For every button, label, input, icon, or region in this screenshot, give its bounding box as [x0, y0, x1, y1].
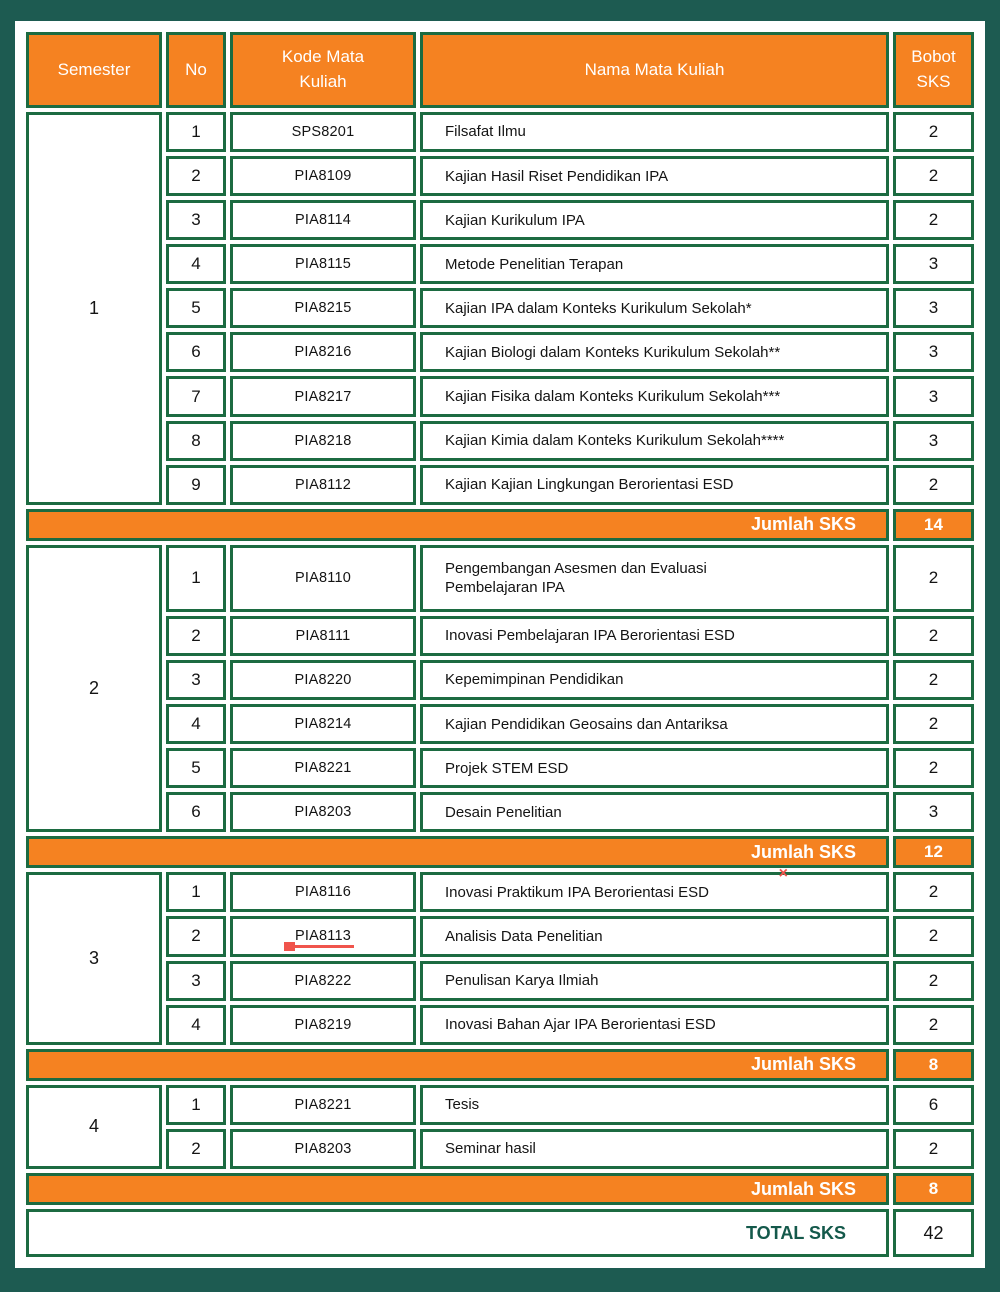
course-name-cell [420, 545, 889, 612]
jumlah-sks-row-semester-2 [26, 836, 974, 868]
course-code-cell [230, 465, 416, 505]
semester-2-course-row [26, 704, 974, 744]
course-code: PIA8113 [295, 928, 351, 945]
semester-1-course-row [26, 200, 974, 240]
course-name-cell [420, 916, 889, 956]
jumlah-sks-label: Jumlah SKS [26, 509, 889, 541]
course-sks: 3 [893, 332, 974, 372]
semester-1-label: 1 [26, 112, 162, 505]
semester-3-course-row [26, 961, 974, 1001]
course-code: PIA8112 [295, 476, 351, 493]
course-no: 6 [166, 792, 226, 832]
course-no: 6 [166, 332, 226, 372]
course-code-cell [230, 1005, 416, 1045]
course-code: PIA8219 [294, 1016, 352, 1033]
course-sks: 2 [893, 465, 974, 505]
jumlah-sks-value: 8 [893, 1049, 974, 1081]
semester-2-course-row [26, 748, 974, 788]
course-no: 2 [166, 156, 226, 196]
course-no: 2 [166, 1129, 226, 1169]
semester-2-label: 2 [26, 545, 162, 833]
course-sks: 3 [893, 288, 974, 328]
course-name-cell [420, 156, 889, 196]
course-name-cell [420, 332, 889, 372]
course-name-cell [420, 961, 889, 1001]
course-sks: 2 [893, 200, 974, 240]
semester-2-course-row [26, 545, 974, 612]
course-no: 4 [166, 1005, 226, 1045]
course-name: Kajian Kurikulum IPA [445, 211, 585, 229]
course-name-cell [420, 465, 889, 505]
course-no: 5 [166, 748, 226, 788]
semester-1-course-row [26, 244, 974, 284]
course-name: Seminar hasil [445, 1140, 536, 1158]
course-name: Inovasi Praktikum IPA Berorientasi ESD [445, 883, 709, 901]
course-name-cell [420, 748, 889, 788]
course-name-cell [420, 616, 889, 656]
course-code-cell [230, 748, 416, 788]
course-code-cell [230, 288, 416, 328]
course-code: PIA8221 [294, 1096, 352, 1113]
course-name: Kajian Biologi dalam Konteks Kurikulum Sekolah** [445, 343, 781, 361]
course-name-cell [420, 660, 889, 700]
course-code-cell [230, 1129, 416, 1169]
course-name-cell [420, 421, 889, 461]
course-name-cell [420, 865, 889, 912]
course-code-cell [230, 244, 416, 284]
course-name: Penulisan Karya Ilmiah [445, 971, 599, 989]
semester-1-course-row [26, 288, 974, 328]
course-code-cell [230, 545, 416, 612]
total-sks-value: 42 [893, 1209, 974, 1257]
course-code-cell [230, 112, 416, 152]
jumlah-sks-value: 14 [893, 509, 974, 541]
header-semester-label: Semester [57, 59, 131, 79]
course-sks: 2 [893, 748, 974, 788]
course-code: PIA8218 [294, 432, 352, 449]
course-name-cell [420, 1085, 889, 1125]
course-name-cell [420, 288, 889, 328]
jumlah-sks-label: Jumlah SKS [26, 836, 889, 868]
course-name: Kajian IPA dalam Konteks Kurikulum Sekolah* [445, 299, 752, 317]
header-no-label: No [185, 59, 207, 79]
jumlah-sks-value: 8 [893, 1173, 974, 1205]
jumlah-sks-row-semester-1 [26, 509, 974, 541]
semester-4-course-row [26, 1085, 974, 1125]
semester-1-course-row [26, 332, 974, 372]
course-no: 7 [166, 376, 226, 416]
course-sks: 2 [893, 660, 974, 700]
semester-1-course-row [26, 376, 974, 416]
course-code-cell [230, 376, 416, 416]
course-sks: 6 [893, 1085, 974, 1125]
total-sks-row [26, 1209, 974, 1257]
course-no: 4 [166, 244, 226, 284]
course-sks: 2 [893, 872, 974, 912]
course-code: PIA8109 [294, 168, 352, 185]
course-no: 1 [166, 545, 226, 612]
course-name: Kajian Kimia dalam Konteks Kurikulum Sekolah**** [445, 431, 785, 449]
header-bobot-sks [893, 32, 974, 108]
course-code-cell [230, 156, 416, 196]
course-name: Kepemimpinan Pendidikan [445, 671, 624, 689]
course-code: PIA8114 [295, 212, 351, 229]
course-name: Pengembangan Asesmen dan Evaluasi Pembelajaran IPA [445, 559, 707, 597]
jumlah-sks-label: Jumlah SKS [26, 1173, 889, 1205]
course-code-cell [230, 1085, 416, 1125]
course-sks: 3 [893, 376, 974, 416]
header-sks-label: Bobot SKS [911, 47, 956, 91]
course-code: PIA8220 [294, 672, 352, 689]
course-code-cell [230, 421, 416, 461]
course-no: 3 [166, 660, 226, 700]
course-code: PIA8203 [294, 1140, 352, 1157]
header-nama-mata-kuliah [420, 32, 889, 108]
course-sks: 3 [893, 421, 974, 461]
course-sks: 3 [893, 792, 974, 832]
course-name: Filsafat Ilmu [445, 123, 526, 141]
course-name-cell [420, 1005, 889, 1045]
header-kode-label: Kode Mata Kuliah [281, 47, 365, 91]
course-name: Kajian Pendidikan Geosains dan Antariksa [445, 715, 728, 733]
course-sks: 2 [893, 1129, 974, 1169]
course-name: Kajian Hasil Riset Pendidikan IPA [445, 167, 669, 185]
course-code: PIA8110 [295, 570, 351, 587]
course-code-cell [230, 916, 416, 956]
course-code-cell [230, 872, 416, 912]
course-no: 3 [166, 200, 226, 240]
header-no [166, 32, 226, 108]
course-name-cell [420, 704, 889, 744]
course-name: Kajian Fisika dalam Konteks Kurikulum Sekolah*** [445, 387, 781, 405]
course-no: 5 [166, 288, 226, 328]
course-name: Metode Penelitian Terapan [445, 255, 624, 273]
course-sks: 3 [893, 244, 974, 284]
course-sks: 2 [893, 704, 974, 744]
semester-4-course-row [26, 1129, 974, 1169]
course-name-cell [420, 244, 889, 284]
table-body [26, 112, 974, 1257]
course-sks: 2 [893, 156, 974, 196]
total-sks-label: TOTAL SKS [26, 1209, 889, 1257]
semester-2-course-row [26, 660, 974, 700]
course-code-cell [230, 332, 416, 372]
course-name-cell [420, 200, 889, 240]
course-code-cell [230, 616, 416, 656]
course-name: Analisis Data Penelitian [445, 927, 603, 945]
semester-1-course-row [26, 112, 974, 152]
course-sks: 2 [893, 916, 974, 956]
semester-3-course-row [26, 872, 974, 912]
course-code-cell [230, 704, 416, 744]
course-no: 1 [166, 1085, 226, 1125]
header-kode-mata-kuliah [230, 32, 416, 108]
course-no: 8 [166, 421, 226, 461]
course-code: PIA8214 [294, 716, 352, 733]
course-no: 4 [166, 704, 226, 744]
semester-3-course-row [26, 1005, 974, 1045]
course-no: 2 [166, 916, 226, 956]
course-name-cell [420, 376, 889, 416]
course-name-cell [420, 1129, 889, 1169]
course-code-cell [230, 792, 416, 832]
course-code: PIA8217 [294, 388, 352, 405]
semester-3-label: 3 [26, 872, 162, 1044]
header-semester [26, 32, 162, 108]
course-code: PIA8215 [294, 300, 352, 317]
semester-3-course-row [26, 916, 974, 956]
course-sks: 2 [893, 616, 974, 656]
course-code-cell [230, 961, 416, 1001]
course-name-cell [420, 112, 889, 152]
course-code: SPS8201 [291, 124, 355, 141]
course-name: Projek STEM ESD [445, 759, 569, 777]
course-code-cell [230, 660, 416, 700]
course-name: Kajian Kajian Lingkungan Berorientasi ESD [445, 476, 734, 494]
jumlah-sks-label: Jumlah SKS [26, 1049, 889, 1081]
course-no: 3 [166, 961, 226, 1001]
course-name: Tesis [445, 1096, 480, 1114]
course-sks: 2 [893, 545, 974, 612]
course-no: 2 [166, 616, 226, 656]
course-code: PIA8222 [294, 972, 352, 989]
jumlah-sks-row-semester-3 [26, 1049, 974, 1081]
jumlah-sks-value: 12 [893, 836, 974, 868]
table-panel [15, 21, 985, 1268]
course-code: PIA8216 [294, 344, 352, 361]
course-sks: 2 [893, 1005, 974, 1045]
semester-1-course-row [26, 465, 974, 505]
semester-2-course-row [26, 792, 974, 832]
header-nama-label: Nama Mata Kuliah [584, 59, 725, 79]
curriculum-table [22, 28, 978, 1261]
course-code: PIA8116 [295, 884, 351, 901]
semester-4-label: 4 [26, 1085, 162, 1169]
semester-2-course-row [26, 616, 974, 656]
course-name: Inovasi Pembelajaran IPA Berorientasi ESD [445, 627, 735, 645]
course-code: PIA8111 [295, 628, 351, 645]
course-no: 1 [166, 112, 226, 152]
course-code: PIA8203 [294, 804, 352, 821]
course-name: Inovasi Bahan Ajar IPA Berorientasi ESD [445, 1016, 716, 1034]
course-sks: 2 [893, 961, 974, 1001]
course-sks: 2 [893, 112, 974, 152]
red-x-annotation: × [778, 865, 788, 883]
semester-1-course-row [26, 156, 974, 196]
course-no: 1 [166, 872, 226, 912]
course-code: PIA8221 [294, 760, 352, 777]
course-name-cell [420, 792, 889, 832]
jumlah-sks-row-semester-4 [26, 1173, 974, 1205]
course-code-cell [230, 200, 416, 240]
course-code: PIA8115 [295, 256, 351, 273]
semester-1-course-row [26, 421, 974, 461]
course-no: 9 [166, 465, 226, 505]
course-name: Desain Penelitian [445, 803, 562, 821]
header-row [26, 32, 974, 108]
